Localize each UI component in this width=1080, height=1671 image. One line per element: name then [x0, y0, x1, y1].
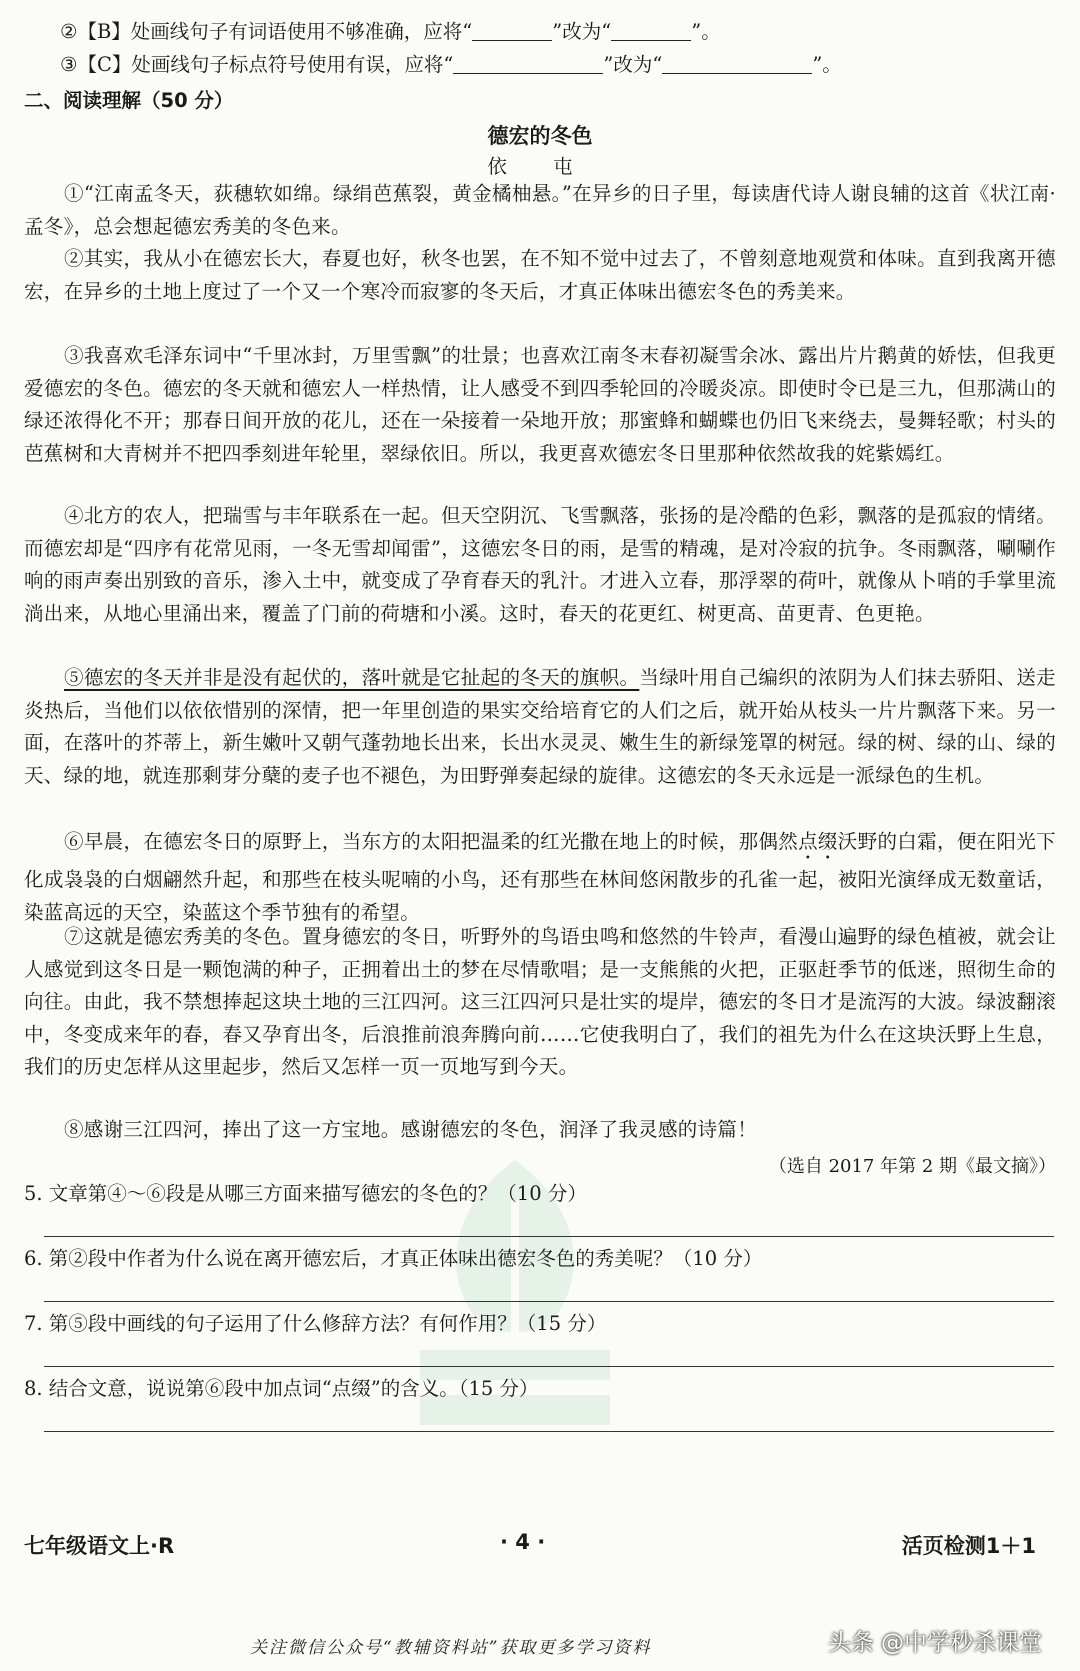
article-author: 依 屯	[487, 155, 593, 178]
footer-book-title: 七年级语文上·R	[24, 1534, 175, 1558]
item-2-blank-2[interactable]	[611, 22, 691, 41]
question-7: 7. 第⑤段中画线的句子运用了什么修辞方法？有何作用？（15 分）	[24, 1312, 607, 1335]
paragraph-4: ④北方的农人，把瑞雪与丰年联系在一起。但天空阴沉、飞雪飘落，张扬的是冷酷的色彩，飘落的是孤寂的情绪。而德宏却是“四序有花常见雨，一冬无雪却闻雷”，这德宏冬日的雨，是雪的精魂，是对冷寂的抗争。冬雨飘落，唰唰作响的雨声奏出别致的音乐，渗入土中，就变成了孕育春天的乳汁。才进入立春，那浮翠的荷叶，就像从卜哨的手掌里流淌出来，从地心里涌出来，覆盖了门前的荷塘和小溪。这时，春天的花更红、树更高、苗更青、色更艳。	[24, 504, 1056, 625]
item-2-line	[60, 20, 1080, 44]
item-3-blank-1[interactable]	[453, 55, 603, 74]
answer-line-8[interactable]	[44, 1431, 1054, 1432]
paragraph-6-dotted-word: 点缀	[798, 830, 838, 853]
item-3-blank-2[interactable]	[662, 55, 812, 74]
page-number: · 4 ·	[500, 1530, 546, 1554]
paragraph-6-part-a: ⑥早晨，在德宏冬日的原野上，当东方的太阳把温柔的红光撒在地上的时候，那偶然	[64, 830, 799, 853]
item-2-prefix: ②【B】处画线句子有词语使用不够准确，应将“	[60, 20, 473, 43]
article-source: （选自 2017 年第 2 期《最文摘》）	[768, 1156, 1056, 1177]
paragraph-7: ⑦这就是德宏秀美的冬色。置身德宏的冬日，听野外的鸟语虫鸣和悠然的牛铃声，看漫山遍野的绿色植被，就会让人感觉到这冬日是一颗饱满的种子，正拥着出土的梦在尽情歌唱；是一支熊熊的火把，正驱赶季节的低迷，照彻生命的向往。由此，我不禁想捧起这块土地的三江四河。这三江四河只是壮实的堤岸，德宏的冬日才是流泻的大波。绿波翻滚中，冬变成来年的春，春又孕育出冬，后浪推前浪奔腾向前……它使我明白了，我们的祖先为什么在这块沃野上生息，我们的历史怎样从这里起步，然后又怎样一页一页地写到今天。	[24, 925, 1056, 1078]
paragraph-3: ③我喜欢毛泽东词中“千里冰封，万里雪飘”的壮景；也喜欢江南冬末春初凝雪余冰、露出片片鹅黄的娇怯，但我更爱德宏的冬色。德宏的冬天就和德宏人一样热情，让人感受不到四季轮回的冷暖炎凉。即使时令已是三九，但那满山的绿还浓得化不开；那春日间开放的花儿，还在一朵接着一朵地开放；那蜜蜂和蝴蝶也仍旧飞来绕去，曼舞轻歌；村头的芭蕉树和大青树并不把四季刻进年轮里，翠绿依旧。所以，我更喜欢德宏冬日里那种依然故我的姹紫嫣红。	[24, 344, 1056, 465]
item-3-middle: ”改为“	[603, 53, 663, 76]
paragraph-1: ①“江南孟冬天，荻穗软如绵。绿绢芭蕉裂，黄金橘柚悬。”在异乡的日子里，每读唐代诗人谢良辅的这首《状江南·孟冬》，总会想起德宏秀美的冬色来。	[24, 182, 1056, 238]
paragraph-5-rest: 当绿叶用自己编织的浓阴为人们抹去骄阳、送走炎热后，当他们以依依惜别的深情，把一年里创造的果实交给培育它的人们之后，就开始从枝头一片片飘落下来。另一面，在落叶的芥蒂上，新生嫩叶又朝气蓬勃地长出来，长出水灵灵、嫩生生的新绿笼罩的树冠。绿的树、绿的山、绿的天、绿的地，就连那剩芽分蘖的麦子也不褪色，为田野弹奏起绿的旋律。这德宏的冬天永远是一派绿色的生机。	[24, 666, 1056, 787]
footer-series-title: 活页检测1＋1	[901, 1534, 1036, 1558]
article-title: 德宏的冬色	[487, 124, 593, 148]
paragraph-5-underlined-sentence: ⑤德宏的冬天并非是没有起伏的，落叶就是它扯起的冬天的旗帜。	[64, 666, 640, 689]
item-2-suffix: ”。	[691, 20, 721, 43]
watermark-text: 头条 @中学秒杀课堂	[827, 1630, 1042, 1656]
item-3-suffix: ”。	[812, 53, 842, 76]
paragraph-2: ②其实，我从小在德宏长大，春夏也好，秋冬也罢，在不知不觉中过去了，不曾刻意地观赏和体味。直到我离开德宏，在异乡的土地上度过了一个又一个寒冷而寂寥的冬天后，才真正体味出德宏冬色的秀美来。	[24, 247, 1056, 303]
item-2-blank-1[interactable]	[472, 22, 552, 41]
item-2-middle: ”改为“	[552, 20, 612, 43]
answer-line-6[interactable]	[44, 1301, 1054, 1302]
paragraph-6-part-b: 沃野的白霜，便在阳光下化成袅袅的白烟翩然升起，和那些在枝头呢喃的小鸟，还有那些在林间悠闲散步的孔雀一起，被阳光演绎成无数童话，染蓝高远的天空，染蓝这个季节独有的希望。	[24, 830, 1056, 924]
paragraph-6	[24, 826, 1056, 929]
question-8: 8. 结合文意，说说第⑥段中加点词“点缀”的含义。（15 分）	[24, 1377, 539, 1400]
item-3-line	[60, 53, 1080, 77]
question-6: 6. 第②段中作者为什么说在离开德宏后，才真正体味出德宏冬色的秀美呢？（10 分）	[24, 1247, 763, 1270]
answer-line-5[interactable]	[44, 1236, 1054, 1237]
paragraph-8: ⑧感谢三江四河，捧出了这一方宝地。感谢德宏的冬色，润泽了我灵感的诗篇！	[64, 1118, 758, 1141]
paragraph-5	[24, 662, 1056, 792]
answer-line-7[interactable]	[44, 1366, 1054, 1367]
bottom-note: 关注微信公众号“教辅资料站”获取更多学习资料	[250, 1638, 652, 1658]
item-3-prefix: ③【C】处画线句子标点符号使用有误，应将“	[60, 53, 454, 76]
section-heading: 二、阅读理解（50 分）	[24, 89, 234, 112]
question-5: 5. 文章第④～⑥段是从哪三方面来描写德宏的冬色的？（10 分）	[24, 1182, 587, 1205]
